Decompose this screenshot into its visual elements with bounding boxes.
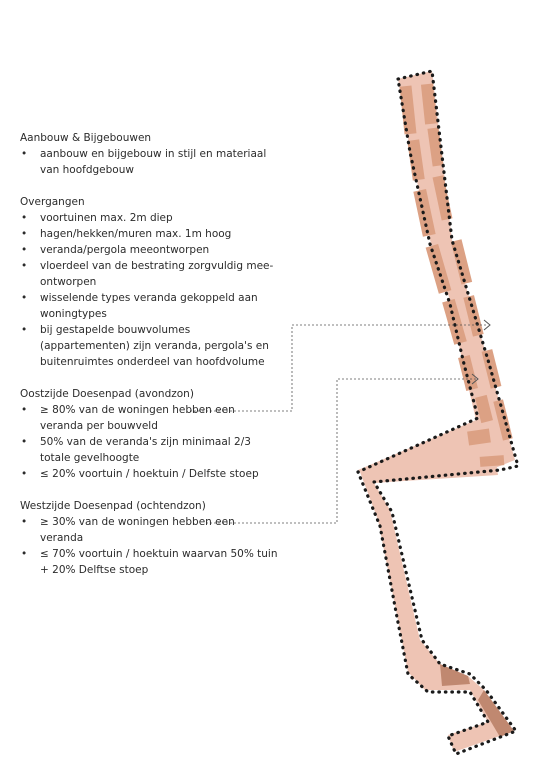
section-oostzijde bbox=[20, 386, 280, 482]
bullet-item: • hagen/hekken/muren max. 1m hoog bbox=[20, 226, 280, 242]
bullet-item: • ≤ 20% voortuin / hoektuin / Delfste stoep bbox=[20, 466, 280, 482]
building-block bbox=[480, 455, 505, 467]
legend-text bbox=[20, 130, 280, 594]
bullet-item: • ≥ 80% van de woningen hebben een veranda per bouwveld bbox=[20, 402, 280, 434]
section-westzijde bbox=[20, 498, 280, 578]
section-title: Westzijde Doesenpad (ochtendzon) bbox=[20, 500, 206, 512]
section-title: Oostzijde Doesenpad (avondzon) bbox=[20, 388, 194, 400]
section-aanbouw bbox=[20, 130, 280, 178]
bullet-item: • aanbouw en bijgebouw in stijl en materiaal van hoofdgebouw bbox=[20, 146, 280, 178]
bullet-list bbox=[20, 402, 280, 482]
section-title: Aanbouw & Bijgebouwen bbox=[20, 132, 152, 144]
bullet-item: • ≥ 30% van de woningen hebben een veranda bbox=[20, 514, 280, 546]
building-block bbox=[440, 664, 470, 686]
bullet-item: • voortuinen max. 2m diep bbox=[20, 210, 280, 226]
bullet-list bbox=[20, 514, 280, 578]
section-overgangen bbox=[20, 194, 280, 370]
bullet-item: • 50% van de veranda's zijn minimaal 2/3 totale gevelhoogte bbox=[20, 434, 280, 466]
bullet-item: • ≤ 70% voortuin / hoektuin waarvan 50% tuin + 20% Delftse stoep bbox=[20, 546, 280, 578]
bullet-item: • bij gestapelde bouwvolumes (appartementen) zijn veranda, pergola's en buitenruimtes onderdeel van hoofdvolume bbox=[20, 322, 280, 370]
street-area bbox=[358, 71, 515, 752]
section-title: Overgangen bbox=[20, 196, 85, 208]
bullet-list bbox=[20, 146, 280, 178]
bullet-item: • vloerdeel van de bestrating zorgvuldig mee-ontworpen bbox=[20, 258, 280, 290]
bullet-list bbox=[20, 210, 280, 370]
bullet-item: • wisselende types veranda gekoppeld aan woningtypes bbox=[20, 290, 280, 322]
bullet-item: • veranda/pergola meeontworpen bbox=[20, 242, 280, 258]
